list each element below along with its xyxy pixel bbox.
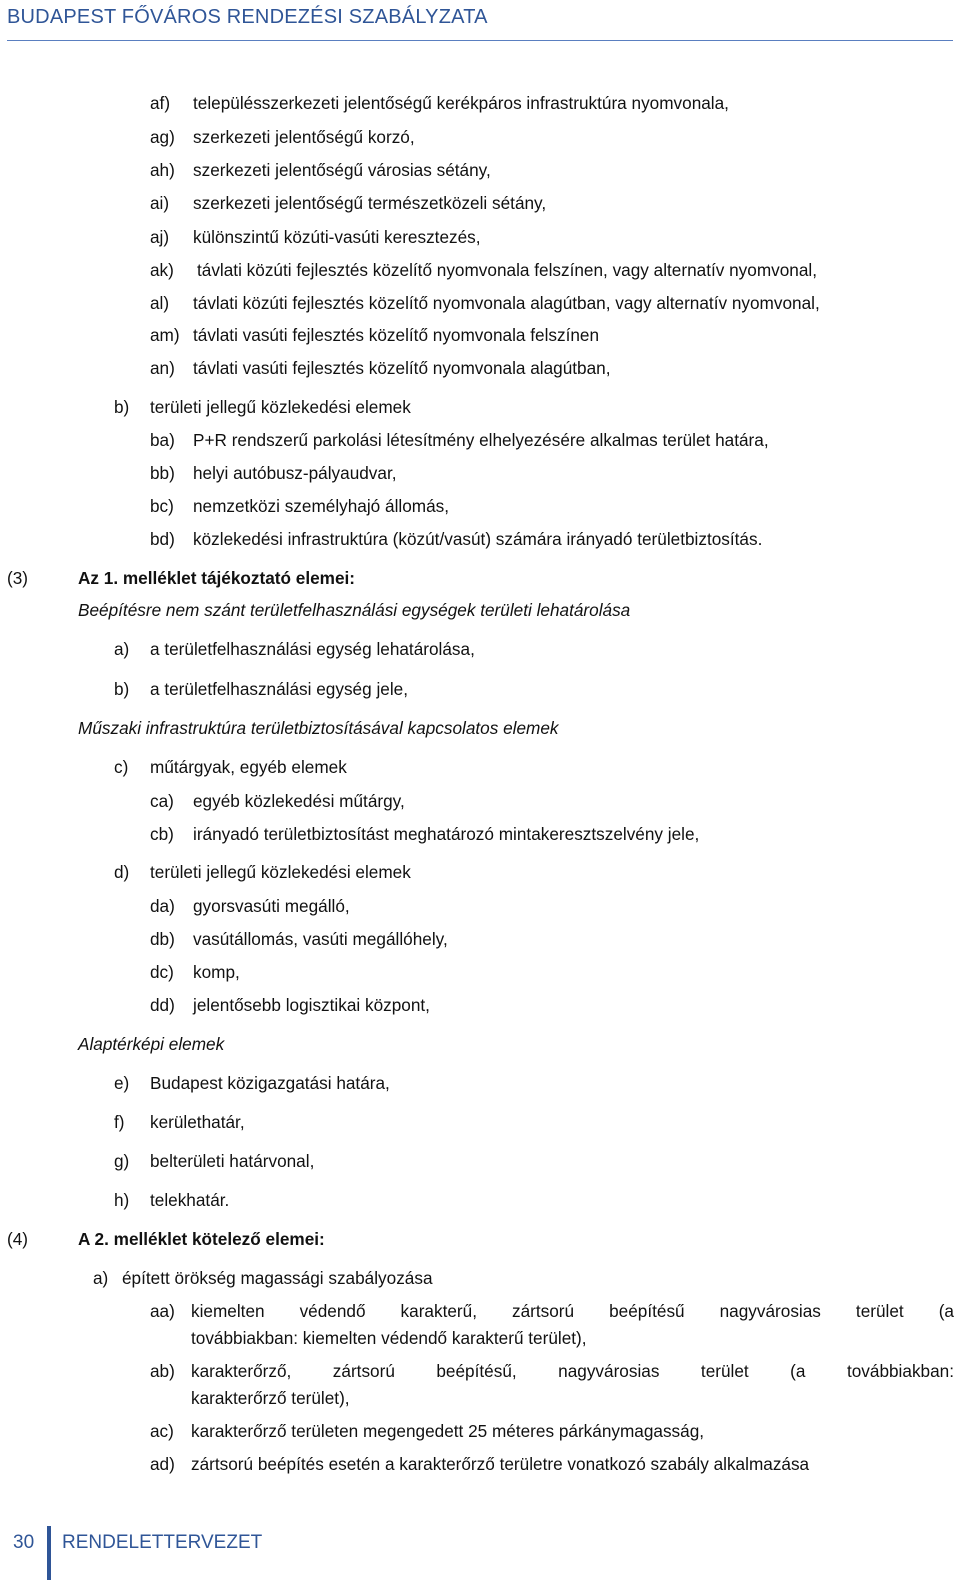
page-footer [0, 1518, 960, 1584]
list-item [0, 860, 960, 884]
item-label: f) [114, 1112, 125, 1132]
item-text: egyéb közlekedési műtárgy, [193, 791, 405, 811]
list-item [0, 191, 960, 215]
list-item [0, 1359, 960, 1383]
item-text: karakterőrző területen megengedett 25 méteres párkánymagasság, [191, 1421, 705, 1441]
list-item [0, 927, 960, 951]
item-text: kiemelten védendő karakterű, zártsorú beépítésű nagyvárosias terület (a [191, 1301, 954, 1321]
item-label: b) [114, 397, 130, 417]
item-text: irányadó területbiztosítást meghatározó mintakeresztszelvény jele, [193, 824, 700, 844]
list-item [0, 789, 960, 813]
item-text: telekhatár. [150, 1190, 230, 1210]
item-label: dc) [150, 962, 174, 982]
list-item [0, 993, 960, 1017]
item-label: c) [114, 757, 129, 777]
item-text: közlekedési infrastruktúra (közút/vasút) számára irányadó területbiztosítás. [193, 529, 763, 549]
item-text: távlati vasúti fejlesztés közelítő nyomvonala felszínen [193, 325, 600, 345]
item-text: szerkezeti jelentőségű természetközeli sétány, [193, 193, 547, 213]
item-label: ba) [150, 430, 175, 450]
list-item-continuation [0, 1326, 960, 1350]
list-item-continuation [0, 1386, 960, 1410]
header-title: BUDAPEST FŐVÁROS RENDEZÉSI SZABÁLYZATA [7, 6, 488, 28]
item-text: területi jellegű közlekedési elemek [150, 397, 411, 417]
item-label: e) [114, 1073, 130, 1093]
item-label: ag) [150, 127, 175, 147]
item-label: cb) [150, 824, 174, 844]
item-text: gyorsvasúti megálló, [193, 896, 350, 916]
item-text: különszintű közúti-vasúti keresztezés, [193, 227, 481, 247]
list-item [0, 1299, 960, 1323]
list-item [0, 755, 960, 779]
list-item [0, 1110, 960, 1134]
item-label: ak) [150, 260, 174, 280]
item-label: ah) [150, 160, 175, 180]
section-title: Az 1. melléklet tájékoztató elemei: [78, 568, 356, 588]
list-item [0, 1188, 960, 1212]
list-item [0, 894, 960, 918]
list-item [0, 960, 960, 984]
list-item [0, 225, 960, 249]
list-item [0, 1071, 960, 1095]
item-text: Budapest közigazgatási határa, [150, 1073, 390, 1093]
item-label: db) [150, 929, 175, 949]
item-text: jelentősebb logisztikai központ, [193, 995, 430, 1015]
item-text: területi jellegű közlekedési elemek [150, 862, 411, 882]
item-text: a területfelhasználási egység jele, [150, 679, 408, 699]
list-item [0, 323, 960, 347]
item-text: továbbiakban: kiemelten védendő karakterű terület), [191, 1328, 587, 1348]
page-number: 30 [13, 1532, 35, 1553]
item-text: P+R rendszerű parkolási létesítmény elhelyezésére alkalmas terület határa, [193, 430, 769, 450]
item-label: d) [114, 862, 130, 882]
subheading [0, 716, 960, 740]
subheading [0, 1032, 960, 1056]
list-item [0, 158, 960, 182]
section-number: (4) [7, 1229, 29, 1249]
list-item [0, 395, 960, 419]
subheading-text: Beépítésre nem szánt területfelhasználási egységek területi lehatárolása [78, 600, 631, 620]
item-text: vasútállomás, vasúti megállóhely, [193, 929, 448, 949]
list-item [0, 91, 960, 115]
item-label: ab) [150, 1361, 175, 1381]
list-item [0, 1419, 960, 1443]
item-label: ai) [150, 193, 170, 213]
item-text: belterületi határvonal, [150, 1151, 315, 1171]
item-text: távlati közúti fejlesztés közelítő nyomvonala alagútban, vagy alternatív nyomvonal, [193, 293, 820, 313]
list-item [0, 356, 960, 380]
list-item [0, 1452, 960, 1476]
item-label: g) [114, 1151, 130, 1171]
item-text: komp, [193, 962, 240, 982]
list-item [0, 291, 960, 315]
item-label: af) [150, 93, 171, 113]
item-text: műtárgyak, egyéb elemek [150, 757, 347, 777]
item-text: karakterőrző terület), [191, 1388, 350, 1408]
subheading-text: Alaptérképi elemek [78, 1034, 225, 1054]
footer-divider [47, 1526, 51, 1580]
item-text: szerkezeti jelentőségű korzó, [193, 127, 415, 147]
footer-label: RENDELETTERVEZET [62, 1532, 263, 1553]
item-text: a területfelhasználási egység lehatárolása, [150, 639, 475, 659]
item-label: aj) [150, 227, 170, 247]
item-text: zártsorú beépítés esetén a karakterőrző területre vonatkozó szabály alkalmazása [191, 1454, 810, 1474]
item-label: ca) [150, 791, 174, 811]
list-item [0, 428, 960, 452]
section-title: A 2. melléklet kötelező elemei: [78, 1229, 325, 1249]
subheading-text: Műszaki infrastruktúra területbiztosításával kapcsolatos elemek [78, 718, 559, 738]
item-text: épített örökség magassági szabályozása [122, 1268, 433, 1288]
item-label: bc) [150, 496, 174, 516]
item-text: karakterőrző, zártsorú beépítésű, nagyvárosias terület (a továbbiakban: [191, 1361, 954, 1381]
item-label: b) [114, 679, 130, 699]
item-label: ac) [150, 1421, 174, 1441]
list-item [0, 1149, 960, 1173]
section-number: (3) [7, 568, 29, 588]
item-label: a) [93, 1268, 109, 1288]
list-item [0, 527, 960, 551]
item-label: h) [114, 1190, 130, 1210]
list-item [0, 494, 960, 518]
item-text: nemzetközi személyhajó állomás, [193, 496, 450, 516]
item-text: helyi autóbusz-pályaudvar, [193, 463, 397, 483]
section-heading [0, 566, 960, 590]
list-item [0, 677, 960, 701]
item-label: an) [150, 358, 175, 378]
item-label: dd) [150, 995, 175, 1015]
item-label: ad) [150, 1454, 175, 1474]
item-label: al) [150, 293, 170, 313]
item-text: kerülethatár, [150, 1112, 245, 1132]
list-item [0, 258, 960, 282]
item-text: településszerkezeti jelentőségű kerékpáros infrastruktúra nyomvonala, [193, 93, 729, 113]
list-item [0, 1266, 960, 1290]
item-label: am) [150, 325, 180, 345]
item-text: távlati vasúti fejlesztés közelítő nyomvonala alagútban, [193, 358, 611, 378]
item-label: da) [150, 896, 175, 916]
subheading [0, 598, 960, 622]
list-item [0, 822, 960, 846]
item-label: aa) [150, 1301, 175, 1321]
item-label: bd) [150, 529, 175, 549]
item-label: a) [114, 639, 130, 659]
list-item [0, 637, 960, 661]
section-heading [0, 1227, 960, 1251]
list-item [0, 461, 960, 485]
item-text: távlati közúti fejlesztés közelítő nyomvonala felszínen, vagy alternatív nyomvonal, [197, 260, 818, 280]
item-text: szerkezeti jelentőségű városias sétány, [193, 160, 491, 180]
list-item [0, 125, 960, 149]
item-label: bb) [150, 463, 175, 483]
